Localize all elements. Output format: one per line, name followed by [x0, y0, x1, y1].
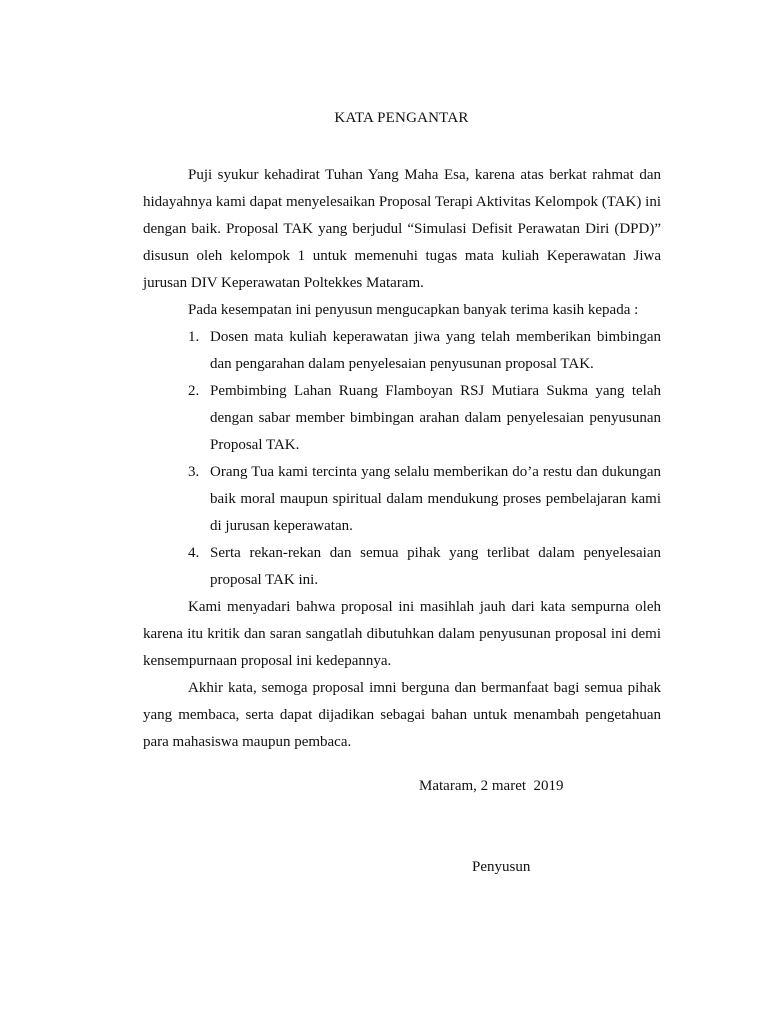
place-date: Mataram, 2 maret 2019: [419, 778, 564, 794]
closing-paragraph: Akhir kata, semoga proposal imni berguna dan bermanfaat bagi semua pihak yang membaca, serta dapat dijadikan sebagai bahan untuk menambah pengetahuan para mahasiswa maupun pembaca.: [143, 680, 661, 750]
list-text: Pembimbing Lahan Ruang Flamboyan RSJ Mutiara Sukma yang telah dengan sabar member bimbingan arahan dalam penyelesaian penyusunan Proposal TAK.: [210, 383, 661, 453]
opening-paragraph: Puji syukur kehadirat Tuhan Yang Maha Esa, karena atas berkat rahmat dan hidayahnya kami dapat menyelesaikan Proposal Terapi Aktivitas Kelompok (TAK) ini dengan baik. Proposal TAK yang berjudul “Simulasi Defisit Perawatan Diri (DPD)” disusun oleh kelompok 1 untuk memenuhi tugas mata kuliah Keperawatan Jiwa jurusan DIV Keperawatan Poltekkes Mataram.: [143, 167, 661, 291]
list-text: Orang Tua kami tercinta yang selalu memberikan do’a restu dan dukungan baik moral maupun spiritual dalam mendukung proses pembelajaran kami di jurusan keperawatan.: [210, 464, 661, 534]
acknowledgement-paragraph: Kami menyadari bahwa proposal ini masihlah jauh dari kata sempurna oleh karena itu kritik dan saran sangatlah dibutuhkan dalam penyusunan proposal ini demi kensempurnaan proposal ini kedepannya.: [143, 599, 661, 669]
signer-label: Penyusun: [472, 859, 531, 875]
thanks-intro: Pada kesempatan ini penyusun mengucapkan banyak terima kasih kepada :: [188, 302, 639, 318]
page-title: KATA PENGANTAR: [334, 110, 469, 126]
list-number: 4.: [188, 545, 200, 561]
list-item: [143, 324, 661, 378]
list-number: 2.: [188, 383, 200, 399]
document-body: [143, 162, 661, 756]
list-text: Serta rekan-rekan dan semua pihak yang terlibat dalam penyelesaian proposal TAK ini.: [210, 545, 661, 588]
list-number: 3.: [188, 464, 200, 480]
list-item: [143, 459, 661, 540]
list-item: [143, 378, 661, 459]
list-number: 1.: [188, 329, 200, 345]
list-text: Dosen mata kuliah keperawatan jiwa yang telah memberikan bimbingan dan pengarahan dalam penyelesaian penyusunan proposal TAK.: [210, 329, 661, 372]
list-item: [143, 540, 661, 594]
thanks-list: [143, 324, 661, 594]
